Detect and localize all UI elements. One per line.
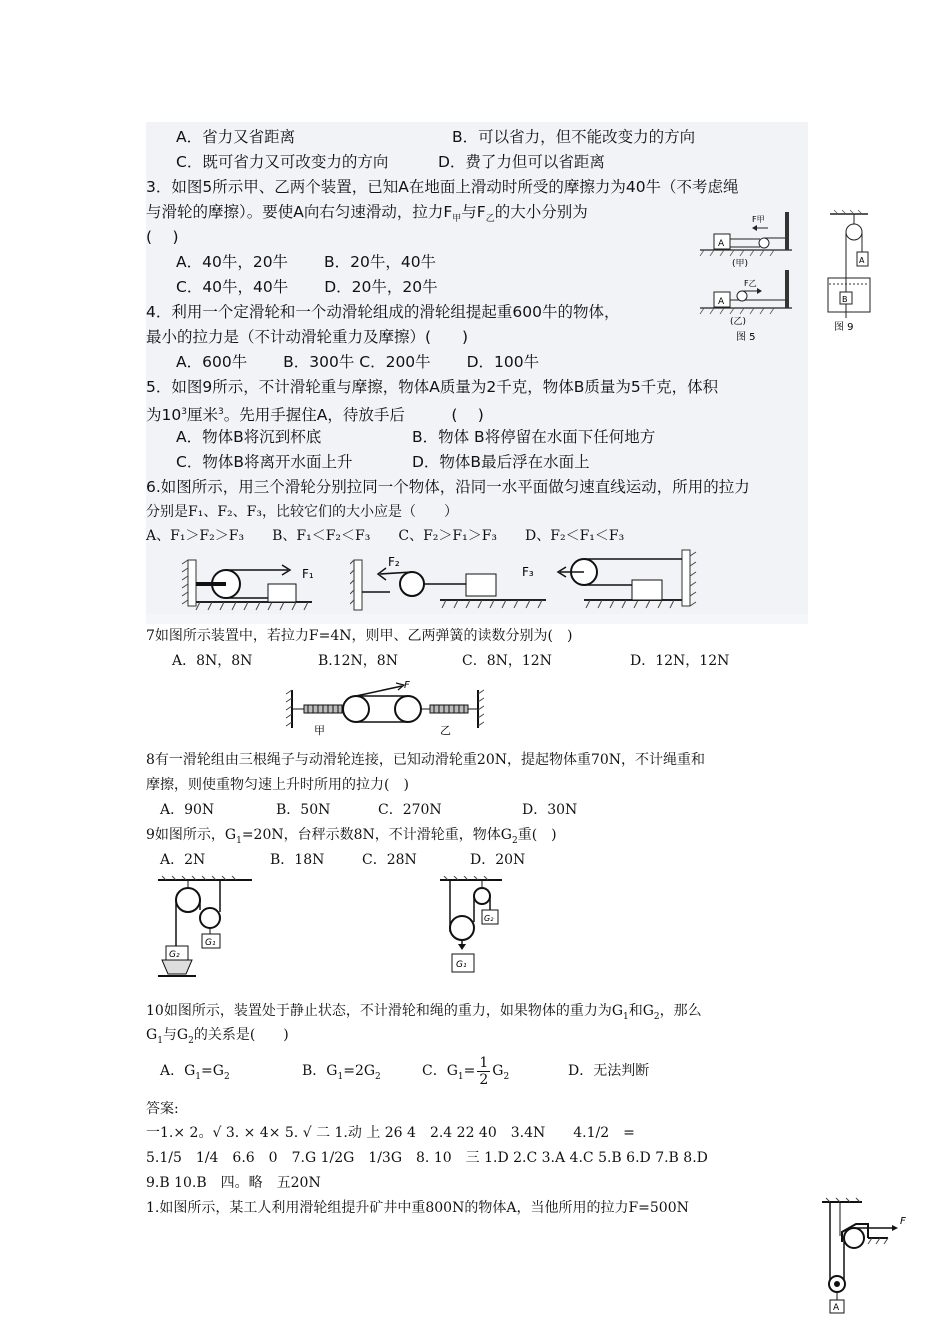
q6-line-2: 分别是F₁、F₂、F₃，比较它们的大小应是（ ）	[146, 504, 458, 520]
q7-fig-yi: 乙	[440, 724, 451, 737]
q2-option-a: A．省力又省距离	[176, 128, 296, 146]
q2-option-d: D．费了力但可以省距离	[438, 153, 605, 171]
answers-line-2: 5.1/5 1/4 6.6 0 7.G 1/2G 1/3G 8. 10 三 1.D 2.C 3.A 4.C 5.B 6.D 7.B 8.D	[146, 1150, 708, 1166]
q7-fig-jia: 甲	[314, 724, 325, 737]
svg-text:G₁: G₁	[456, 960, 467, 970]
q7-fig-f: F	[404, 680, 410, 691]
q10-line-2: $G_1$与$G_2$的关系是( )	[146, 1027, 289, 1046]
fig5-label-jia: (甲)	[732, 259, 749, 269]
q9-option-b: B．18N	[270, 852, 325, 868]
svg-text:G₂: G₂	[484, 914, 494, 923]
q3-paren: ( )	[146, 228, 179, 246]
q6-fig1-label: F₁	[302, 567, 314, 581]
q8-line-2: 摩擦，则使重物匀速上升时所用的拉力( )	[146, 777, 409, 793]
q6-fig2-label: F₂	[388, 555, 400, 569]
q6-figure-1	[180, 552, 320, 618]
q8-option-c: C．270N	[378, 802, 442, 818]
answers-heading: 答案:	[146, 1101, 179, 1117]
svg-text:G₁: G₁	[205, 938, 216, 948]
q6-fig3-label: F₃	[522, 565, 534, 579]
q10-option-a: A．$G_1=G_2$	[160, 1063, 230, 1082]
svg-text:A: A	[718, 239, 725, 249]
answers-line-1: 一1.× 2。√ 3. × 4× 5. √ 二 1.动 上 26 4 2.4 22 40 3.4N 4.1/2 =	[146, 1125, 635, 1141]
q9-option-c: C．28N	[362, 852, 417, 868]
q2-option-b: B．可以省力，但不能改变力的方向	[452, 128, 696, 146]
mine-fig-f: F	[900, 1216, 906, 1227]
answers-line-3: 9.B 10.B 四。略 五20N	[146, 1175, 321, 1191]
q8-option-a: A．90N	[160, 802, 215, 818]
q9-option-a: A．2N	[160, 852, 206, 868]
q7-option-c: C．8N，12N	[462, 653, 552, 669]
q4-line-1: 4．利用一个定滑轮和一个动滑轮组成的滑轮组提起重600牛的物体，	[146, 303, 620, 321]
q5-line-2: 为$10^3$厘米$^3$。先用手握住A，待放手后 ( )	[146, 406, 484, 425]
q2-option-c: C．既可省力又可改变力的方向	[176, 153, 389, 171]
q8-line-1: 8有一滑轮组由三根绳子与动滑轮连接，已知动滑轮重20N，提起物体重70N，不计绳重和	[146, 752, 706, 768]
q6-options: A、F₁＞F₂＞F₃ B、F₁＜F₂＜F₃ C、F₂＞F₁＞F₃ D、F₂＜F₁＜F₃	[146, 528, 625, 544]
q3-options-cd: C．40牛，40牛 D．20牛，20牛	[176, 278, 438, 296]
figure-9	[820, 208, 880, 336]
q5-line-1: 5．如图9所示，不计滑轮重与摩擦，物体A质量为2千克，物体B质量为5千克，体积	[146, 378, 719, 396]
q10-option-d: D．无法判断	[568, 1063, 650, 1079]
q9-line-1: 9如图所示，$G_1=20N$，台秤示数8N，不计滑轮重，物体$G_2$重( )	[146, 827, 557, 846]
q5-option-b: B．物体 B将停留在水面下任何地方	[412, 428, 656, 446]
fig5-f-jia: F甲	[752, 215, 765, 224]
svg-text:G₂: G₂	[169, 950, 180, 960]
q8-option-b: B．50N	[276, 802, 331, 818]
q7-line-1: 7如图所示装置中，若拉力F=4N，则甲、乙两弹簧的读数分别为( )	[146, 628, 573, 644]
q4-line-2: 最小的拉力是（不计动滑轮重力及摩擦）( )	[146, 328, 469, 346]
q9-figure-2	[436, 876, 506, 976]
q7-option-b: B.12N，8N	[318, 653, 398, 669]
q10-option-b: B．$G_1=2G_2$	[302, 1063, 381, 1082]
q3-line-2: 与滑轮的摩擦）。要使A向右匀速滑动，拉力$F_甲$与$F_乙$的大小分别为	[146, 203, 588, 225]
final-question-line: 1.如图所示，某工人利用滑轮组提升矿井中重800N的物体A，当他所用的拉力F=500N	[146, 1200, 689, 1216]
q10-line-1: 10如图所示，装置处于静止状态，不计滑轮和绳的重力，如果物体的重力为$G_1$和$G_2$，那么	[146, 1003, 702, 1022]
q7-option-d: D．12N，12N	[630, 653, 730, 669]
q9-option-d: D．20N	[470, 852, 526, 868]
q4-options: A．600牛 B．300牛 C．200牛 D．100牛	[176, 353, 540, 371]
q8-option-d: D．30N	[522, 802, 578, 818]
q7-figure	[282, 676, 488, 742]
q5-option-a: A．物体B将沉到杯底	[176, 428, 322, 446]
svg-text:A: A	[859, 256, 865, 265]
q6-line-1: 6.如图所示，用三个滑轮分别拉同一个物体，沿同一水平面做匀速直线运动，所用的拉力	[146, 478, 750, 496]
svg-text:A: A	[718, 297, 725, 307]
svg-text:A: A	[833, 1303, 840, 1313]
q5-option-d: D．物体B最后浮在水面上	[412, 453, 590, 471]
fig9-caption: 图 9	[834, 322, 854, 333]
mine-pulley-figure	[812, 1196, 922, 1316]
q7-option-a: A．8N，8N	[172, 653, 253, 669]
fig5-f-yi: F乙	[744, 279, 757, 288]
q6-figure-3	[516, 548, 700, 618]
q9-figure-1	[152, 874, 256, 980]
q10-option-c: C．$G_1=$ $\frac{1}{2}$ $G_2$	[422, 1054, 510, 1088]
svg-text:B: B	[842, 295, 848, 304]
q5-option-c: C．物体B将离开水面上升	[176, 453, 353, 471]
q3-line-1: 3．如图5所示甲、乙两个装置，已知A在地面上滑动时所受的摩擦力为40牛（不考虑绳	[146, 178, 739, 196]
figure-5	[690, 208, 800, 344]
fig5-caption: 图 5	[736, 332, 756, 343]
fig5-label-yi: (乙)	[730, 317, 747, 327]
q3-options-ab: A．40牛，20牛 B．20牛，40牛	[176, 253, 437, 271]
